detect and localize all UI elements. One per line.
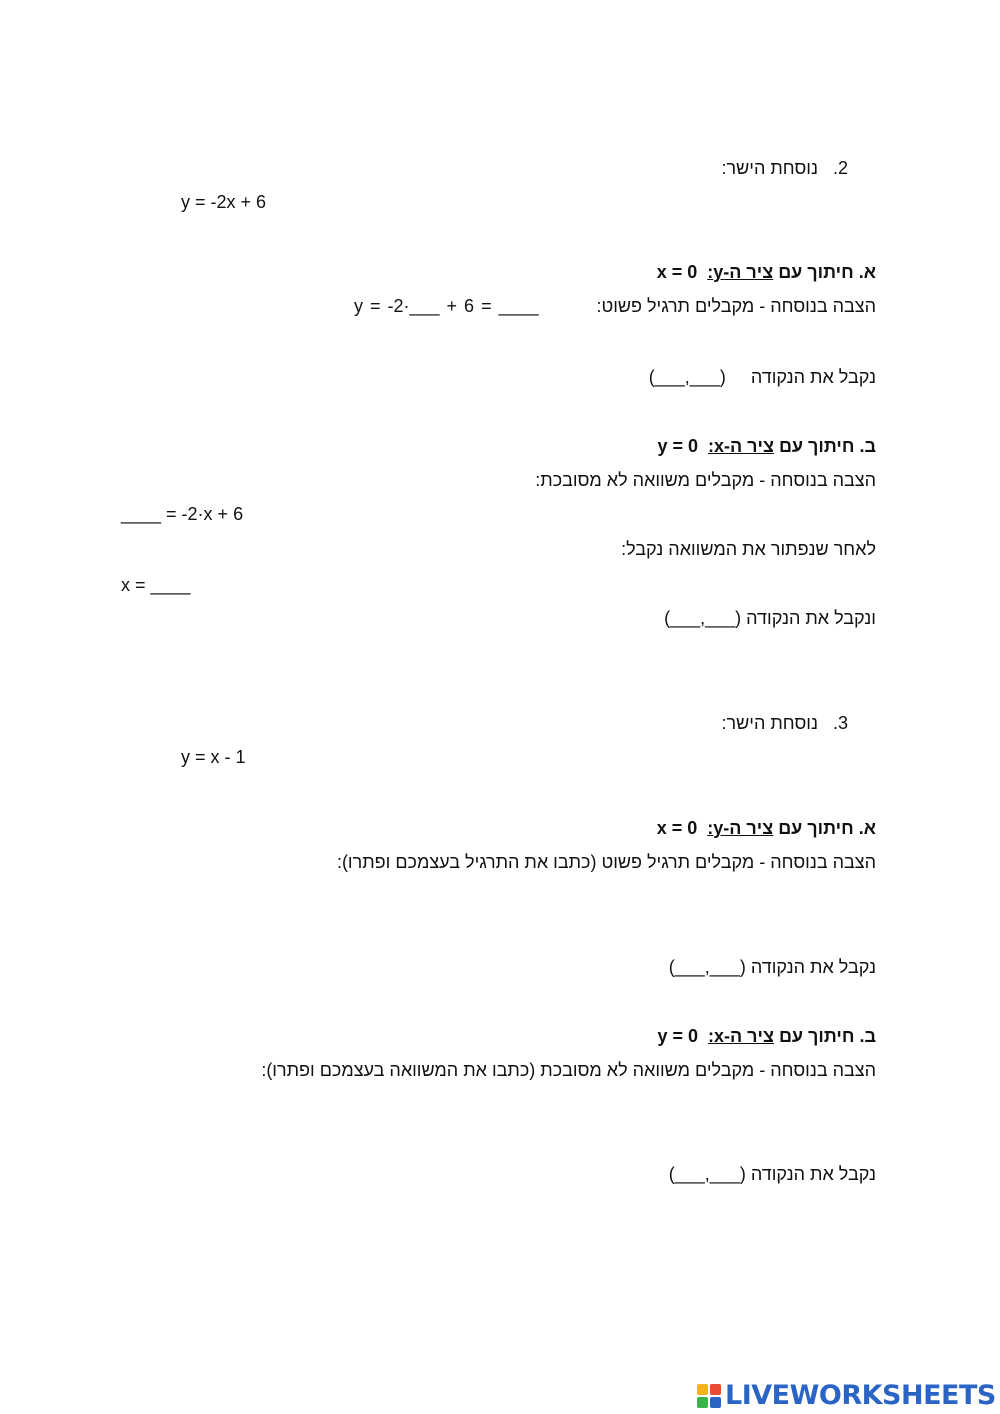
q2a-substitution-expression: y = -2·___ + 6 = ____ [354, 296, 539, 316]
q3a-cond: x = 0 [656, 818, 698, 838]
q3b-cond: y = 0 [657, 1026, 698, 1046]
q2a-bold: חיתוך עם [778, 262, 854, 282]
q2b-heading [657, 435, 876, 457]
q3a-point-blank: (___,___) [668, 957, 746, 977]
q2-header [722, 157, 848, 179]
q2b-substitution-label: הצבה בנוסחה - מקבלים משוואה לא מסובכת: [535, 470, 876, 490]
q2b-axis: ציר ה-x: [708, 436, 774, 456]
q2b-cond: y = 0 [657, 436, 698, 456]
q2a-axis: ציר ה-y: [707, 262, 774, 282]
q3a-point-label: נקבל את הנקודה [750, 957, 876, 977]
logo-cube-icon [697, 1384, 721, 1408]
q3b-point-label: נקבל את הנקודה [750, 1164, 876, 1184]
q2b-solve-label: לאחר שנפתור את המשוואה נקבל: [621, 539, 876, 559]
q3-equation: y = x - 1 [181, 747, 246, 767]
q3-title: נוסחת הישר: [721, 713, 818, 733]
q2-number: 2. [832, 158, 848, 178]
q3a-axis: ציר ה-y: [707, 818, 774, 838]
q2-equation: y = -2x + 6 [181, 192, 267, 212]
q2b-point-blank: (___,___) [664, 608, 742, 628]
q3a-letter: א. [858, 818, 876, 838]
q3b-bold: חיתוך עם [778, 1026, 855, 1046]
q3b-heading [657, 1025, 876, 1047]
liveworksheets-logo [697, 1378, 996, 1414]
q3a-substitution-label: הצבה בנוסחה - מקבלים תרגיל פשוט (כתבו את התרגיל בעצמכם ופתרו): [336, 852, 876, 872]
q2b-point-label: ונקבל את הנקודה [746, 608, 876, 628]
q3-number: 3. [832, 713, 848, 733]
logo-text: LIVEWORKSHEETS [725, 1380, 996, 1411]
q2a-letter: א. [858, 262, 876, 282]
q3a-bold: חיתוך עם [778, 818, 854, 838]
q3-header [722, 712, 848, 734]
logo-cube-tile [697, 1384, 708, 1395]
q3b-axis: ציר ה-x: [708, 1026, 774, 1046]
q2-title: נוסחת הישר: [721, 158, 818, 178]
q3b-substitution-label: הצבה בנוסחה - מקבלים משוואה לא מסובכת (כתבו את המשוואה בעצמכם ופתרו): [261, 1060, 876, 1080]
q2a-cond: x = 0 [656, 262, 698, 282]
logo-cube-tile [697, 1397, 708, 1408]
q2b-letter: ב. [859, 436, 876, 456]
logo-cube-tile [710, 1384, 721, 1395]
q2a-heading [657, 261, 876, 283]
q2a-point-row [649, 366, 876, 388]
q2b-bold: חיתוך עם [778, 436, 855, 456]
q2a-point-blank: (___,___) [648, 367, 726, 387]
q2b-solve-expression: x = ____ [121, 575, 191, 595]
q3a-point-row [669, 956, 876, 978]
q2b-point-row [664, 607, 876, 629]
q2a-substitution-label: הצבה בנוסחה - מקבלים תרגיל פשוט: [596, 296, 876, 316]
q2a-point-label: נקבל את הנקודה [750, 367, 876, 387]
q3b-letter: ב. [859, 1026, 876, 1046]
logo-cube-tile [710, 1397, 721, 1408]
q3b-point-row [669, 1163, 876, 1185]
q3a-heading [657, 817, 876, 839]
q3b-point-blank: (___,___) [668, 1164, 746, 1184]
q2b-substitution-expression: ____ = -2·x + 6 [121, 504, 244, 524]
